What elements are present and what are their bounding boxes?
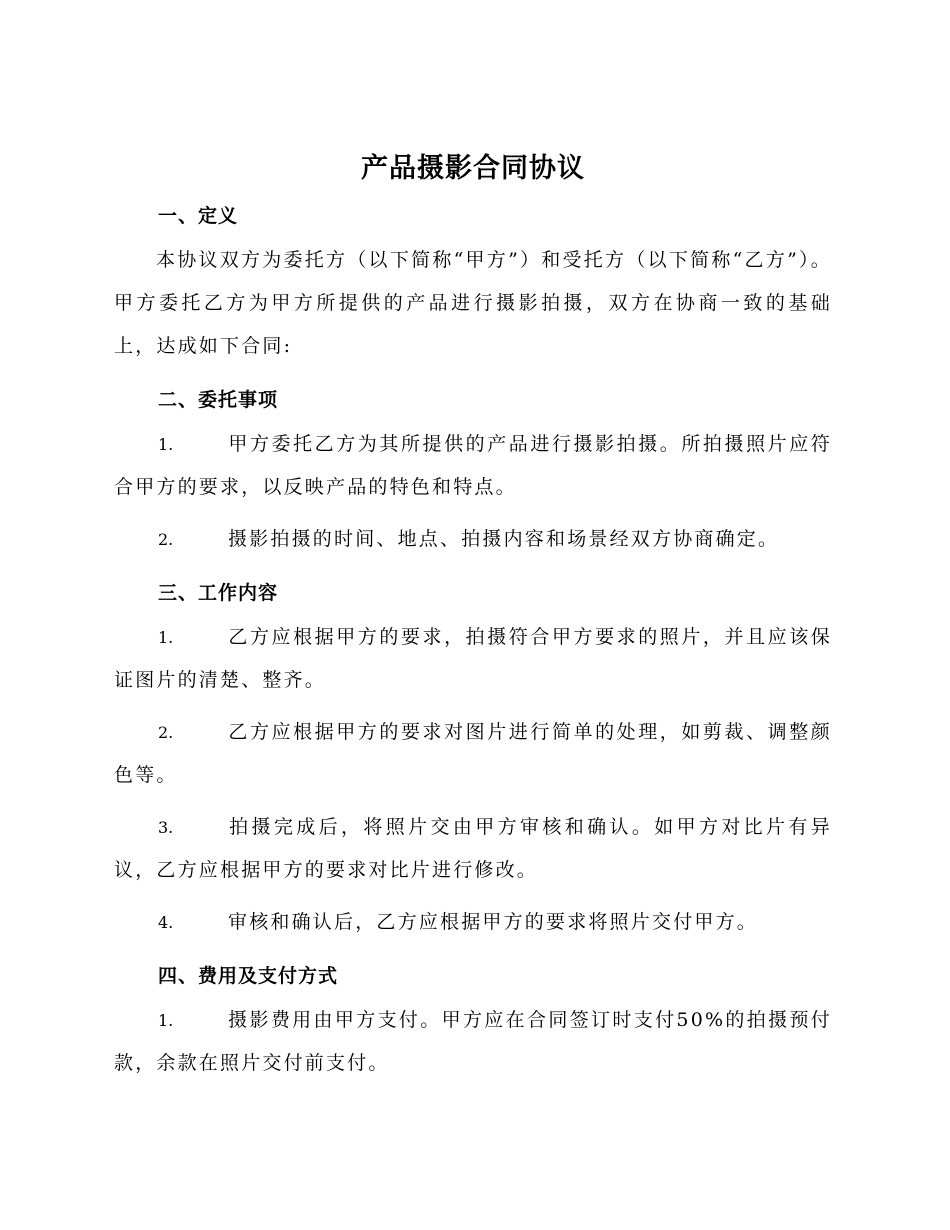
item-text: 审核和确认后，乙方应根据甲方的要求将照片交付甲方。 <box>228 911 759 933</box>
item-number: 4. <box>158 913 174 932</box>
section-heading-definition: 一、定义 <box>158 205 239 227</box>
item-number: 1. <box>158 1011 174 1030</box>
item-text: 摄影拍摄的时间、地点、拍摄内容和场景经双方协商确定。 <box>228 528 780 550</box>
item-text: 乙方应根据甲方的要求，拍摄符合甲方要求的照片，并且应该保证图片的清楚、整齐。 <box>114 626 832 691</box>
definition-paragraph: 本协议双方为委托方（以下简称“甲方”）和受托方（以下简称“乙方”）。甲方委托乙方为甲方所提供的产品进行摄影拍摄，双方在协商一致的基础上，达成如下合同: <box>114 249 832 357</box>
list-item <box>114 518 832 561</box>
item-text: 乙方应根据甲方的要求对图片进行简单的处理，如剪裁、调整颜色等。 <box>114 721 832 786</box>
list-item <box>114 423 832 509</box>
section-heading-fees-payment: 四、费用及支付方式 <box>158 965 339 987</box>
item-text: 拍摄完成后，将照片交由甲方审核和确认。如甲方对比片有异议，乙方应根据甲方的要求对比片进行修改。 <box>114 816 832 881</box>
item-text: 摄影费用由甲方支付。甲方应在合同签订时支付50%的拍摄预付款，余款在照片交付前支付。 <box>114 1009 832 1074</box>
section-heading-entrusted-matters: 二、委托事项 <box>158 389 279 411</box>
list-item <box>114 999 832 1085</box>
item-number: 3. <box>158 818 174 837</box>
list-item <box>114 616 832 702</box>
list-item <box>114 901 832 944</box>
list-item <box>114 806 832 892</box>
section-heading-work-content: 三、工作内容 <box>158 582 279 604</box>
item-number: 1. <box>158 628 174 647</box>
item-text: 甲方委托乙方为其所提供的产品进行摄影拍摄。所拍摄照片应符合甲方的要求，以反映产品的特色和特点。 <box>114 433 832 498</box>
item-number: 2. <box>158 530 174 549</box>
item-number: 1. <box>158 435 174 454</box>
item-number: 2. <box>158 723 174 742</box>
document-title: 产品摄影合同协议 <box>361 153 585 184</box>
list-item <box>114 711 832 797</box>
